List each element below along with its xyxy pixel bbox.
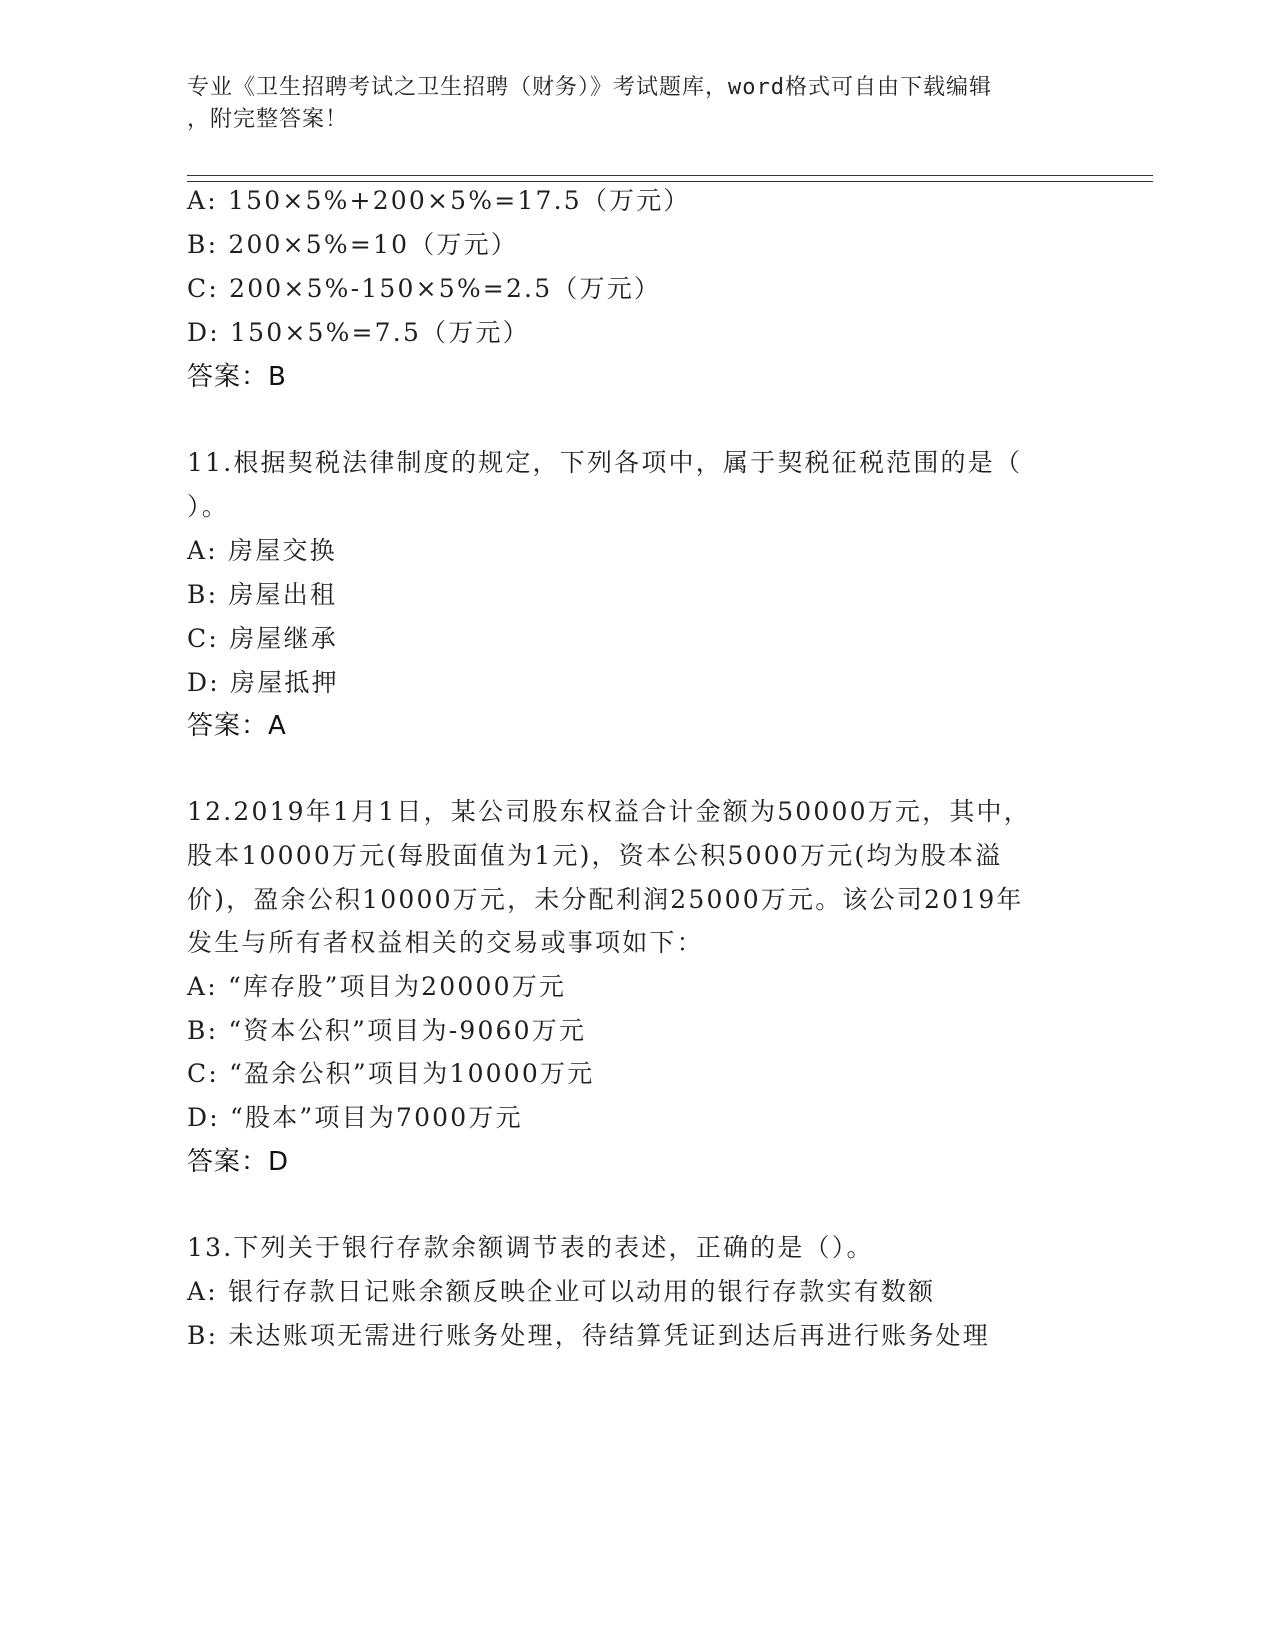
q12-stem-line-1: 12.2019年1月1日，某公司股东权益合计金额为50000万元，其中， [187, 797, 1031, 826]
q11-option-b: B: 房屋出租 [187, 580, 338, 609]
q10-option-c: C: 200×5%-150×5%=2.5（万元） [187, 274, 662, 303]
q11-stem-line-1: 11.根据契税法律制度的规定，下列各项中，属于契税征税范围的是（ [187, 448, 1023, 477]
q13-stem-line-1: 13.下列关于银行存款余额调节表的表述，正确的是（）。 [187, 1233, 874, 1262]
q11-option-a: A: 房屋交换 [187, 536, 337, 565]
q11-option-d: D: 房屋抵押 [187, 668, 339, 697]
header-divider-bottom [187, 181, 1153, 182]
q12-option-c: C: “盈余公积”项目为10000万元 [187, 1059, 595, 1088]
q13-option-b: B: 未达账项无需进行账务处理，待结算凭证到达后再进行账务处理 [187, 1321, 990, 1350]
q12-option-d: D: “股本”项目为7000万元 [187, 1103, 523, 1132]
q10-option-b: B: 200×5%=10（万元） [187, 230, 519, 259]
header-divider-top [187, 175, 1153, 176]
q13-option-a: A: 银行存款日记账余额反映企业可以动用的银行存款实有数额 [187, 1277, 936, 1306]
q11-option-c: C: 房屋继承 [187, 624, 338, 653]
q10-option-d: D: 150×5%=7.5（万元） [187, 318, 530, 347]
q12-option-b: B: “资本公积”项目为-9060万元 [187, 1016, 587, 1045]
header-line-1: 专业《卫生招聘考试之卫生招聘（财务）》考试题库，word格式可自由下载编辑 [187, 75, 992, 100]
q12-stem-line-3: 价)，盈余公积10000万元，未分配利润25000万元。该公司2019年 [187, 885, 1024, 914]
q12-stem-line-2: 股本10000万元(每股面值为1元)，资本公积5000万元(均为股本溢 [187, 841, 1003, 870]
q12-answer: 答案：D [187, 1147, 290, 1177]
document-header [187, 72, 1067, 136]
header-line-2: ，附完整答案！ [187, 107, 349, 132]
q10-answer: 答案：B [187, 362, 287, 392]
q11-stem-line-2: ）。 [187, 492, 229, 521]
q12-stem-line-4: 发生与所有者权益相关的交易或事项如下： [187, 928, 704, 957]
q10-option-a: A: 150×5%+200×5%=17.5（万元） [187, 186, 691, 215]
q11-answer: 答案：A [187, 711, 287, 741]
q12-option-a: A: “库存股”项目为20000万元 [187, 972, 567, 1001]
